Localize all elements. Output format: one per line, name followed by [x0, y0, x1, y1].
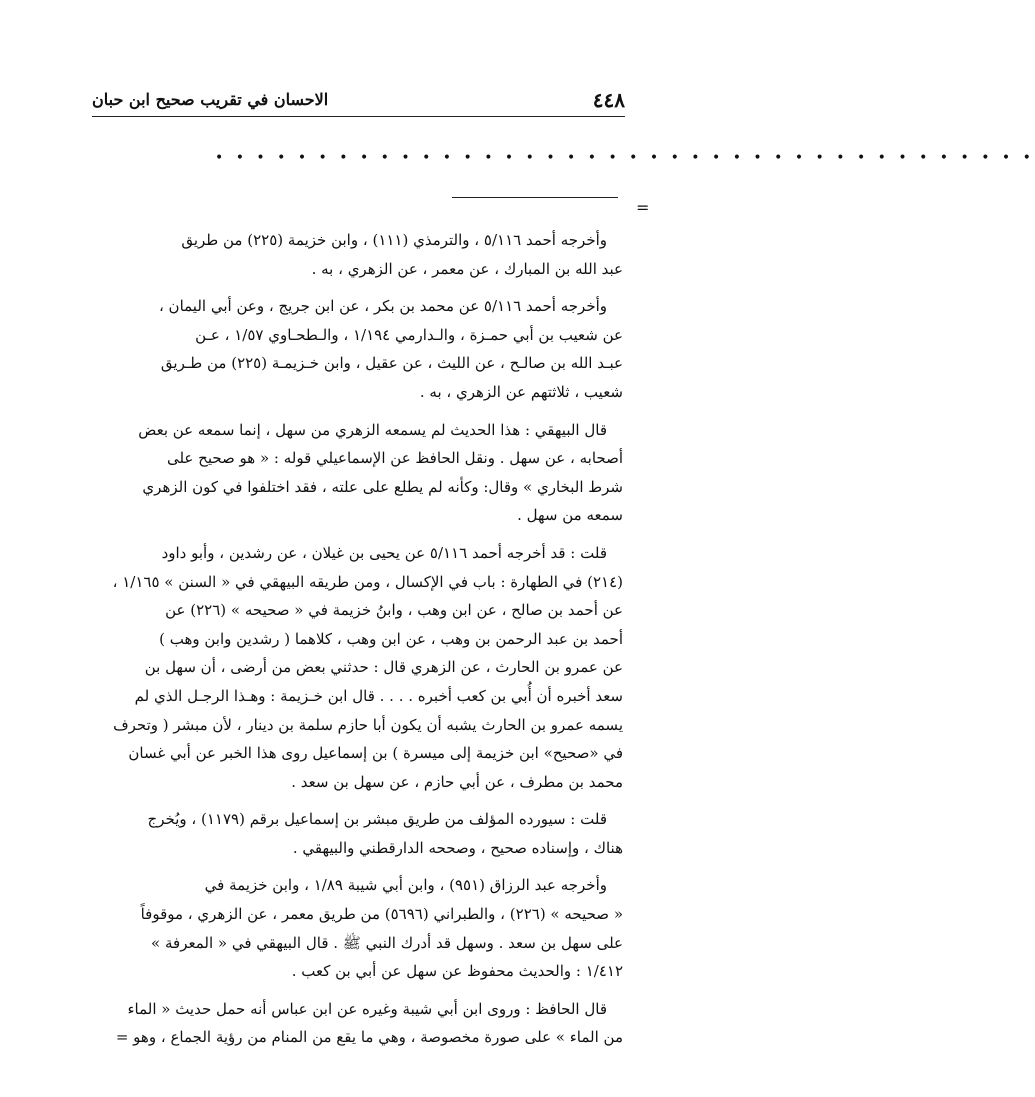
footnote-paragraph: [95, 292, 623, 406]
text-line: ١/٤١٢ : والحديث محفوظ عن سهل عن أبي بن كعب .: [291, 962, 623, 981]
footnote-paragraph: [95, 871, 623, 985]
text-line: سمعه من سهل .: [517, 506, 623, 525]
text-line: من الماء » على صورة مخصوصة ، وهي ما يقع من المنام من رؤية الجماع ، وهو =: [115, 1028, 623, 1047]
text-line: قال الحافظ : وروى ابن أبي شيبة وغيره عن ابن عباس أنه حمل حديث « الماء: [127, 999, 607, 1018]
text-line: عن عمرو بن الحارث ، عن الزهري قال : حدثني بعض من أرضى ، أن سهل بن: [144, 658, 623, 677]
footnote-paragraph: [95, 805, 623, 862]
footnote-paragraph: [95, 226, 623, 283]
text-line: شعيب ، ثلاثتهم عن الزهري ، به .: [419, 382, 623, 401]
text-line: وأخرجه أحمد ٥/١١٦ ، والترمذي (١١١) ، وابن خزيمة (٢٢٥) من طريق: [181, 231, 607, 249]
section-separator: • • • • • • • • • • • • • • • • • • • • • • • • • • • • • • • • • • • • • • • •: [215, 150, 1035, 166]
text-line: هناك ، وإسناده صحيح ، وصححه الدارقطني والبيهقي .: [292, 838, 623, 857]
text-line: عن أحمد بن صالح ، عن ابن وهب ، وابنُ خزيمة في « صحيحه » (٢٢٦) عن: [165, 601, 623, 620]
text-line: قلت : قد أخرجه أحمد ٥/١١٦ عن يحيى بن غيلان ، عن رشدين ، وأبو داود: [161, 543, 607, 562]
text-line: عبد الله بن المبارك ، عن معمر ، عن الزهري ، به .: [311, 259, 623, 278]
text-line: قال البيهقي : هذا الحديث لم يسمعه الزهري من سهل ، إنما سمعه عن بعض: [138, 420, 607, 439]
page-header: [92, 88, 625, 117]
text-line: عن شعيب بن أبي حمـزة ، والـدارمي ١/١٩٤ ، والـطحـاوي ١/٥٧ ، عـن: [195, 325, 623, 344]
text-line: يسمه عمرو بن الحارث يشبه أن يكون أبا حازم سلمة بن دينار ، لأن مبشر ( وتحرف: [113, 715, 623, 734]
footnote-paragraph: [95, 539, 623, 796]
footnote-rule: [452, 197, 618, 198]
text-line: وأخرجه أحمد ٥/١١٦ عن محمد بن بكر ، عن ابن جريج ، وعن أبي اليمان ،: [158, 297, 607, 316]
text-line: على سهل بن سعد . وسهل قد أدرك النبي ﷺ . قال البيهقي في « المعرفة »: [151, 933, 623, 952]
footnote-paragraph: [95, 995, 623, 1052]
text-line: أحمد بن عبد الرحمن بن وهب ، عن ابن وهب ، كلاهما ( رشدين وابن وهب ): [159, 629, 623, 648]
page-number: ٤٤٨: [592, 88, 625, 112]
text-line: قلت : سيورده المؤلف من طريق مبشر بن إسماعيل برقم (١١٧٩) ، ويُخرج: [147, 810, 607, 829]
text-line: « صحيحه » (٢٢٦) ، والطبراني (٥٦٩٦) من طريق معمر ، عن الزهري ، موقوفاً: [140, 905, 623, 924]
text-line: في «صحيح» ابن خزيمة إلى ميسرة ) بن إسماعيل روى هذا الخبر عن أبي غسان: [128, 744, 623, 763]
continuation-mark: =: [636, 198, 650, 217]
text-line: محمد بن مطرف ، عن أبي حازم ، عن سهل بن سعد .: [291, 772, 623, 791]
text-line: (٢١٤) في الطهارة : باب في الإكسال ، ومن طريقه البيهقي في « السنن » ١/١٦٥ ،: [112, 572, 623, 591]
text-line: وأخرجه عبد الرزاق (٩٥١) ، وابن أبي شيبة ١/٨٩ ، وابن خزيمة في: [204, 876, 607, 895]
text-line: عبـد الله بن صالـح ، عن الليث ، عن عقيل ، وابن خـزيمـة (٢٢٥) من طـريق: [160, 354, 623, 373]
text-line: سعد أخبره أن أُبي بن كعب أخبره . . . . قال ابن خـزيمة : وهـذا الرجـل الذي لم: [134, 686, 623, 705]
footnote-paragraph: [95, 416, 623, 530]
book-title: الاحسان في تقريب صحيح ابن حبان: [92, 90, 329, 109]
text-line: أصحابه ، عن سهل . ونقل الحافظ عن الإسماعيلي قوله : « هو صحيح على: [166, 449, 623, 468]
text-line: شرط البخاري » وقال: وكأنه لم يطلع على علته ، فقد اختلفوا في كون الزهري: [142, 477, 623, 496]
footnote-body: [95, 226, 623, 1061]
